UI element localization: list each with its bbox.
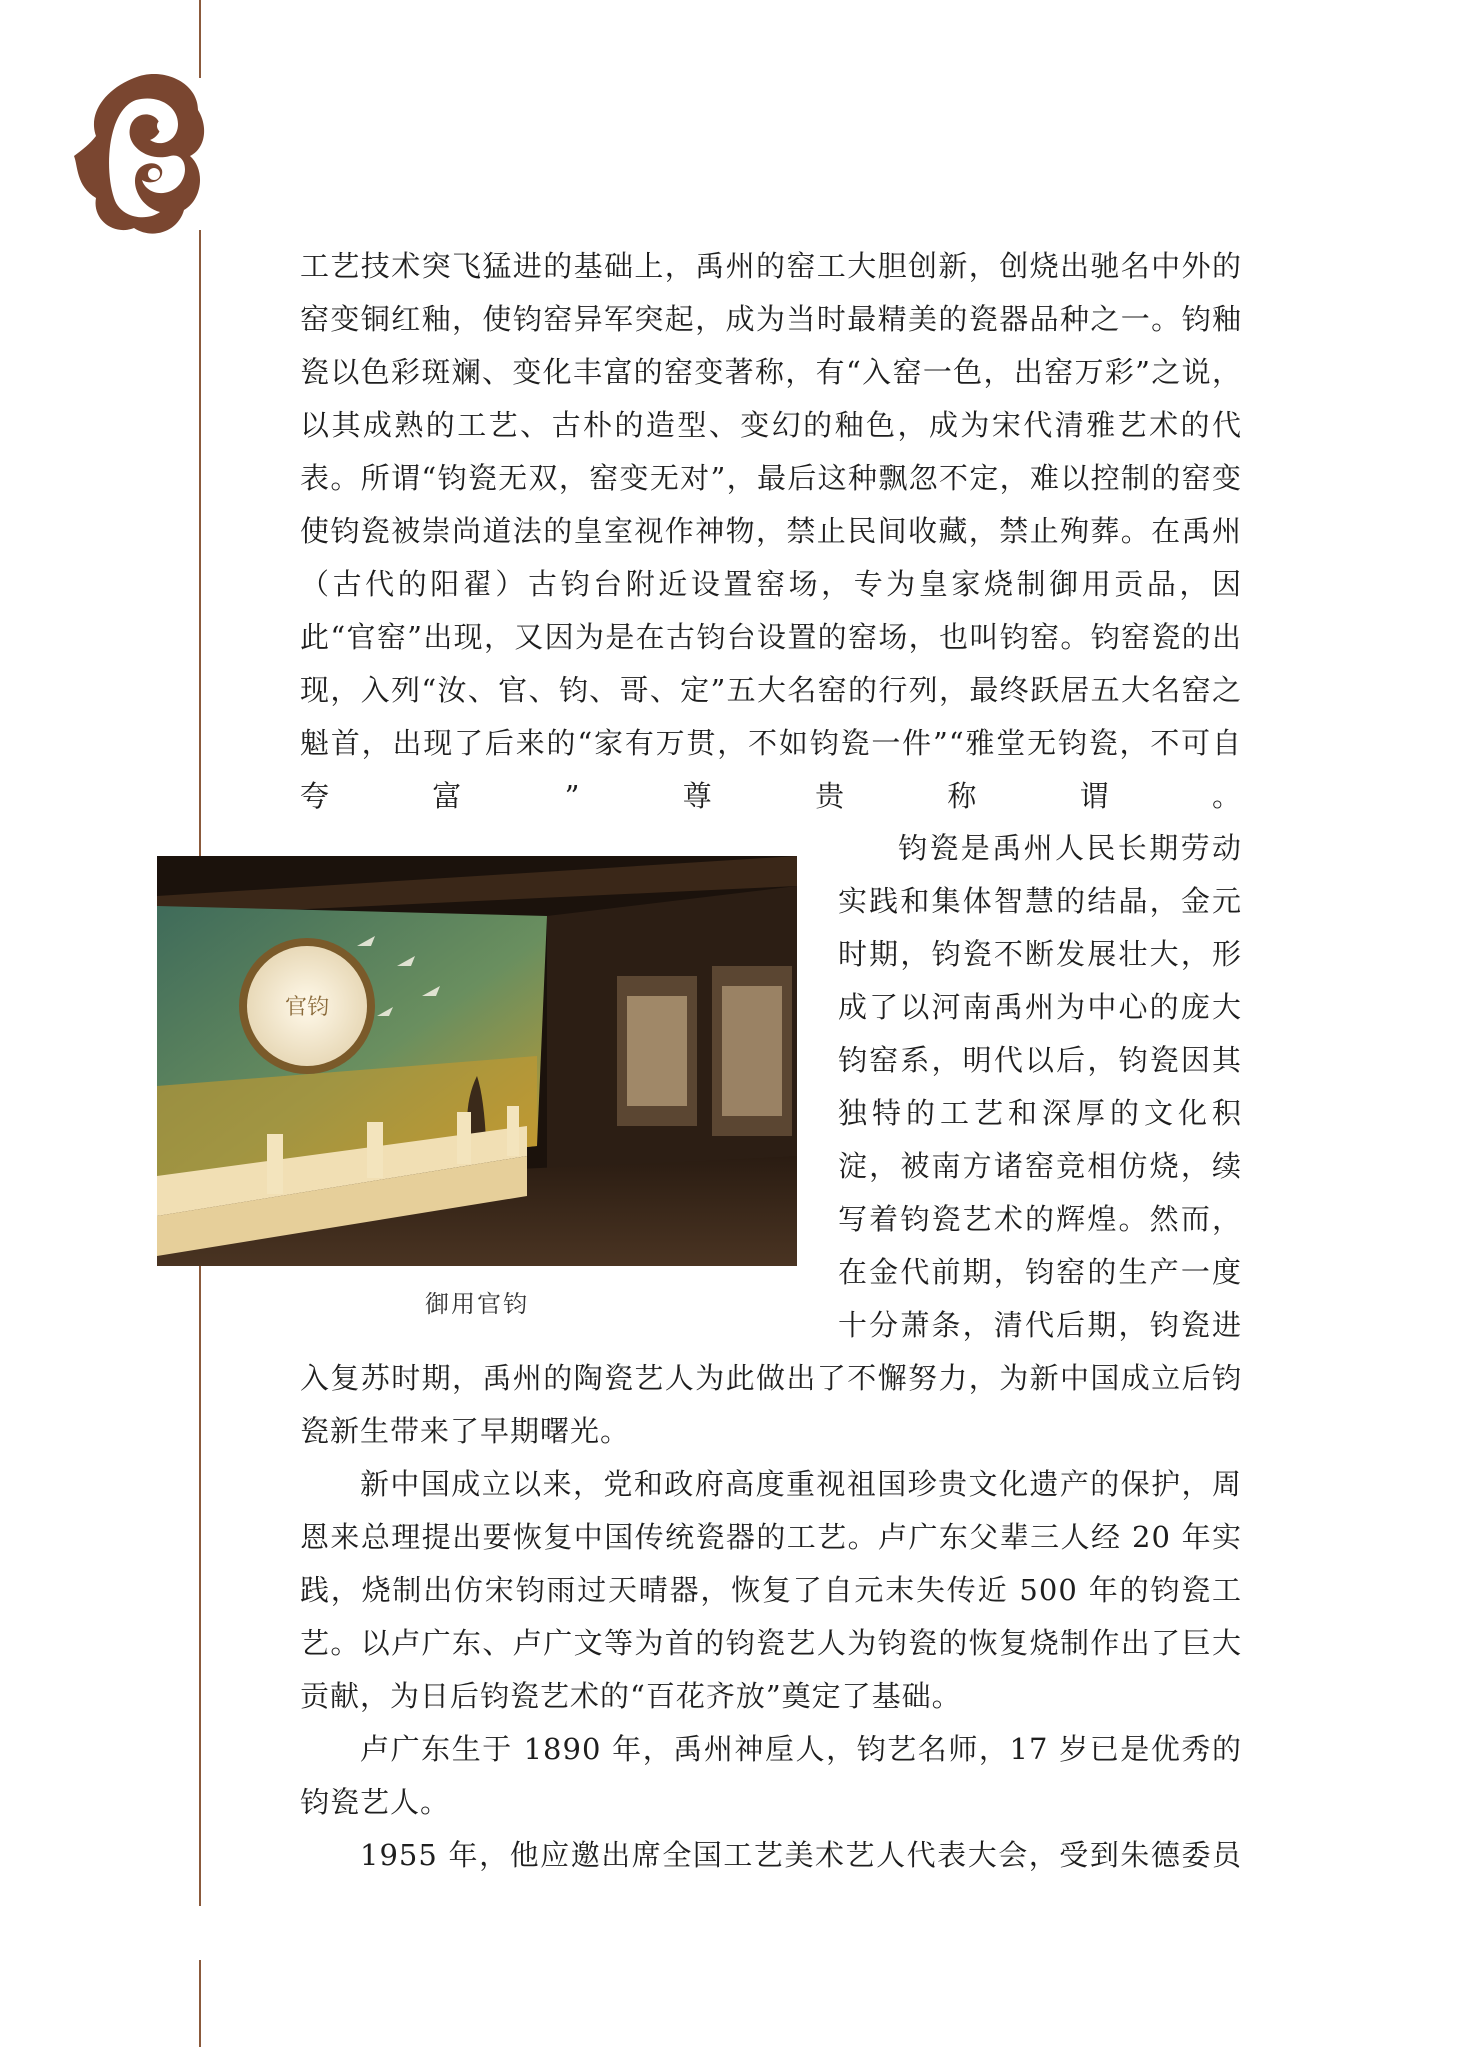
paragraph-1: 工艺技术突飞猛进的基础上，禹州的窑工大胆创新，创烧出驰名中外的窑变铜红釉，使钧窑异军突起，成为当时最精美的瓷器品种之一。钧釉瓷以色彩斑斓、变化丰富的窑变著称，有“入窑一色，出窑万彩”之说，以其成熟的工艺、古朴的造型、变幻的釉色，成为宋代清雅艺术的代表。所谓“钧瓷无双，窑变无对”，最后这种飘忽不定，难以控制的窑变使钧瓷被崇尚道法的皇室视作神物，禁止民间收藏，禁止殉葬。在禹州（古代的阳翟）古钧台附近设置窑场，专为皇家烧制御用贡品，因此“官窑”出现，又因为是在古钧台设置的窑场，也叫钧窑。钧窑瓷的出现，入列“汝、官、钧、哥、定”五大名窑的行列，最终跃居五大名窑之魁首，出现了后来的“家有万贯，不如钧瓷一件”“雅堂无钧瓷，不可自夸富”尊贵称谓。 <box>300 249 1242 813</box>
page-margin-rule-top <box>199 0 201 78</box>
paragraph-4: 卢广东生于 1890 年，禹州神垕人，钧艺名师，17 岁已是优秀的钧瓷艺人。 <box>300 1732 1242 1819</box>
plaque-text: 官钧 <box>284 995 330 1020</box>
page-margin-rule-bottom <box>199 1960 201 2047</box>
paragraph-3: 新中国成立以来，党和政府高度重视祖国珍贵文化遗产的保护，周恩来总理提出要恢复中国传统瓷器的工艺。卢广东父辈三人经 20 年实践，烧制出仿宋钧雨过天晴器，恢复了自元末失传近 500 年的钧瓷工艺。以卢广东、卢广文等为首的钧瓷艺人为钧瓷的恢复烧制作出了巨大贡献，为日后钧瓷艺术的“百花齐放”奠定了基础。 <box>300 1467 1242 1713</box>
paragraph-2-wrapped: 钧瓷是禹州人民长期劳动实践和集体智慧的结晶，金元时期，钧瓷不断发展壮大，形成了以河南禹州为中心的庞大钧窑系，明代以后，钧瓷因其独特的工艺和深厚的文化积淀，被南方诸窑竞相仿烧，续写着钧瓷艺术的辉煌。然而，在金代前期，钧窑的生产一度十分萧条，清代后期，钧瓷进 <box>838 831 1242 1342</box>
figure-caption: 御用官钧 <box>425 1290 529 1318</box>
cloud-ornament-icon <box>74 70 206 240</box>
paragraph-5: 1955 年，他应邀出席全国工艺美术艺人代表大会，受到朱德委员 <box>360 1838 1242 1872</box>
paragraph-2-continued: 入复苏时期，禹州的陶瓷艺人为此做出了不懈努力，为新中国成立后钧瓷新生带来了早期曙光。 <box>300 1361 1242 1448</box>
photo-imperial-jun-exhibit <box>157 856 797 1266</box>
